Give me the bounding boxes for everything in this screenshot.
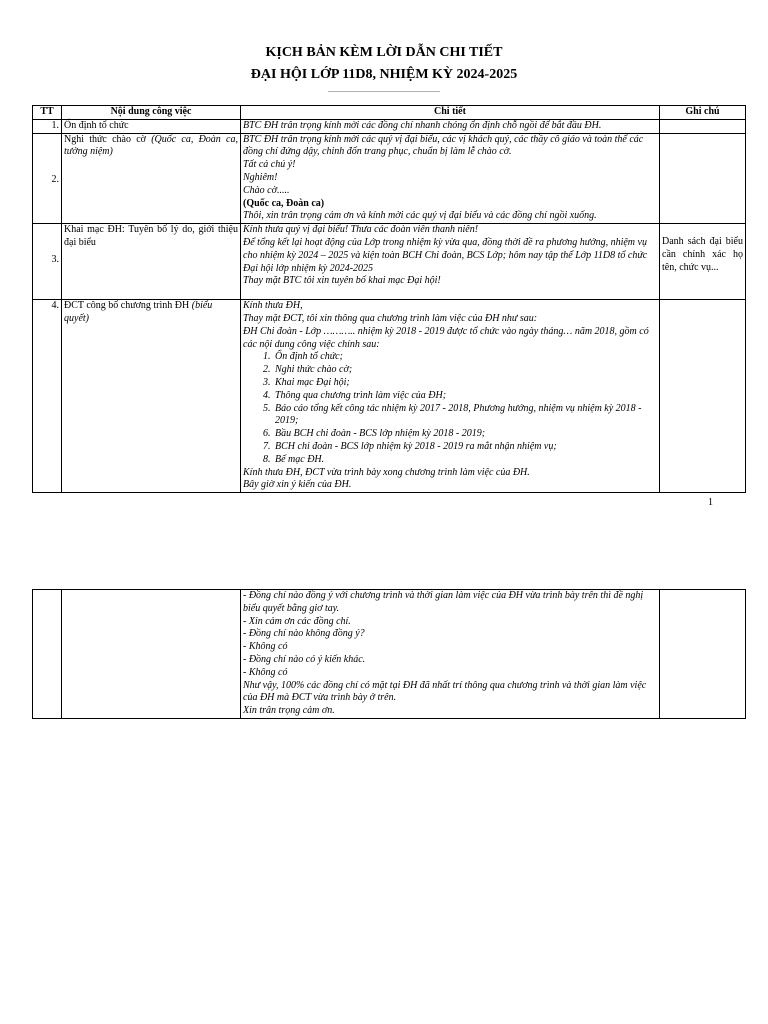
row2-detail-line: Thôi, xin trân trọng cảm ơn và kính mời các quý vị đại biểu và các đồng chí ngồi xuống. (243, 210, 597, 222)
cont-detail-line: - Đồng chí nào có ý kiến khác. (243, 653, 366, 665)
row3-number: 3. (33, 224, 62, 300)
cont-detail-line: - Đồng chí nào đồng ý với chương trình và thời gian làm việc của ĐH vừa trình bày trên thì đề nghị biểu quyết bằng giơ tay. (243, 590, 644, 614)
continuation-table (32, 589, 746, 719)
cont-detail-line: - Xin cảm ơn các đồng chí. (243, 615, 351, 627)
agenda-item: 3. Khai mạc Đại hội; (273, 377, 657, 390)
row4-intro-line: Kính thưa ĐH, (243, 300, 303, 312)
row3-detail-line: Kính thưa quý vị đại biểu! Thưa các đoàn viên thanh niên! (243, 224, 479, 236)
row4-content-note: (biểu quyết) (64, 300, 213, 324)
row1-content: Ổn định tổ chức (62, 119, 241, 133)
cont-detail-line: - Không có (243, 641, 288, 653)
row2-detail-line: Tất cả chú ý! (243, 159, 296, 171)
row3-detail-line: Để tổng kết lại hoạt động của Lớp trong nhiệm kỳ vừa qua, đồng thời đề ra phương hướng, nhiệm vụ cho nhiệm kỳ 2024 – 2025 và kiện toàn BCH Chi đoàn, BCS Lớp; hôm nay tập thể Lớp 11D8 tổ chức Đại hội lớp nhiệm kỳ 2024-2025 (243, 236, 648, 274)
row3-note: Danh sách đại biểu cần chính xác họ tên, chức vụ... (660, 224, 746, 300)
header-content: Nội dung công việc (62, 106, 241, 120)
agenda-list (243, 351, 657, 466)
row2-detail (241, 133, 660, 224)
row3-content: Khai mạc ĐH: Tuyên bố lý do, giới thiệu đại biểu (62, 224, 241, 300)
row2-content (62, 133, 241, 224)
agenda-item: 4. Thông qua chương trình làm việc của ĐH; (273, 390, 657, 403)
table-header-row (33, 106, 746, 120)
row2-note (660, 133, 746, 224)
title-underline (328, 91, 440, 92)
document-title-line2: ĐẠI HỘI LỚP 11D8, NHIỆM KỲ 2024-2025 (250, 67, 518, 82)
row1-number: 1. (33, 119, 62, 133)
row4-note (660, 300, 746, 493)
row4-intro-line: Thay mặt ĐCT, tôi xin thông qua chương trình làm việc của ĐH như sau: (243, 312, 538, 324)
header-tt: TT (33, 106, 62, 120)
agenda-item: 2. Nghi thức chào cờ; (273, 364, 657, 377)
page-number: 1 (708, 497, 713, 508)
agenda-item: 7. BCH chi đoàn - BCS lớp nhiệm kỳ 2018 - 2019 ra mắt nhận nhiệm vụ; (273, 441, 657, 454)
row4-detail (241, 300, 660, 493)
row1-detail: BTC ĐH trân trọng kính mời các đồng chí nhanh chóng ổn định chỗ ngồi để bắt đầu ĐH. (241, 119, 660, 133)
row2-detail-line: Chào cờ..... (243, 184, 290, 196)
row3-detail-line: Thay mặt BTC tôi xin tuyên bố khai mạc Đại hội! (243, 275, 441, 287)
row4-content-main: ĐCT công bố chương trình ĐH (64, 300, 192, 312)
row2-detail-line: BTC ĐH trân trọng kính mời các quý vị đại biểu, các vị khách quý, các thầy cô giáo và toàn thể các đồng chí đứng dậy, chỉnh đốn trang phục, chuẩn bị làm lễ chào cờ. (243, 133, 644, 158)
agenda-item: 1. Ổn định tổ chức; (273, 351, 657, 364)
row4-content (62, 300, 241, 493)
table-row (33, 224, 746, 300)
row2-content-note: (Quốc ca, Đoàn ca, tưởng niệm) (64, 133, 238, 158)
row3-detail (241, 224, 660, 300)
row2-content-main: Nghi thức chào cờ (64, 133, 152, 145)
row2-detail-line: (Quốc ca, Đoàn ca) (243, 197, 325, 209)
row4-number: 4. (33, 300, 62, 493)
row4-outro-line: Bây giờ xin ý kiến của ĐH. (243, 479, 352, 491)
cont-content (62, 590, 241, 719)
cont-note (660, 590, 746, 719)
table-row (33, 590, 746, 719)
row4-intro-line: ĐH Chi đoàn - Lớp ……….. nhiệm kỳ 2018 - 2019 được tổ chức vào ngày tháng… năm 2018, gồm có các nội dung công việc chính sau: (243, 325, 649, 350)
table-row (33, 300, 746, 493)
header-detail: Chi tiết (241, 106, 660, 120)
cont-detail (241, 590, 660, 719)
header-note: Ghi chú (660, 106, 746, 120)
cont-detail-line: Xin trân trọng cảm ơn. (243, 705, 335, 717)
cont-detail-line: - Đồng chí nào không đồng ý? (243, 628, 365, 640)
cont-detail-line: - Không có (243, 666, 288, 678)
row1-note (660, 119, 746, 133)
table-row (33, 133, 746, 224)
agenda-item: 8. Bế mạc ĐH. (273, 454, 657, 467)
row4-outro-line: Kính thưa ĐH, ĐCT vừa trình bày xong chương trình làm việc của ĐH. (243, 466, 530, 478)
table-row (33, 119, 746, 133)
document-title-line1: KỊCH BẢN KÈM LỜI DẪN CHI TIẾT (265, 45, 503, 60)
script-table (32, 105, 746, 493)
cont-number (33, 590, 62, 719)
cont-detail-line: Như vậy, 100% các đồng chí có mặt tại ĐH đã nhất trí thông qua chương trình và thời gian làm việc của ĐH mà ĐCT vừa trình bày ở trên. (243, 679, 647, 704)
row2-detail-line: Nghiêm! (243, 171, 278, 183)
agenda-item: 5. Báo cáo tổng kết công tác nhiệm kỳ 2017 - 2018, Phương hướng, nhiệm vụ nhiệm kỳ 2018 - 2019; (273, 403, 657, 429)
row2-number: 2. (33, 133, 62, 224)
agenda-item: 6. Bầu BCH chi đoàn - BCS lớp nhiệm kỳ 2018 - 2019; (273, 428, 657, 441)
